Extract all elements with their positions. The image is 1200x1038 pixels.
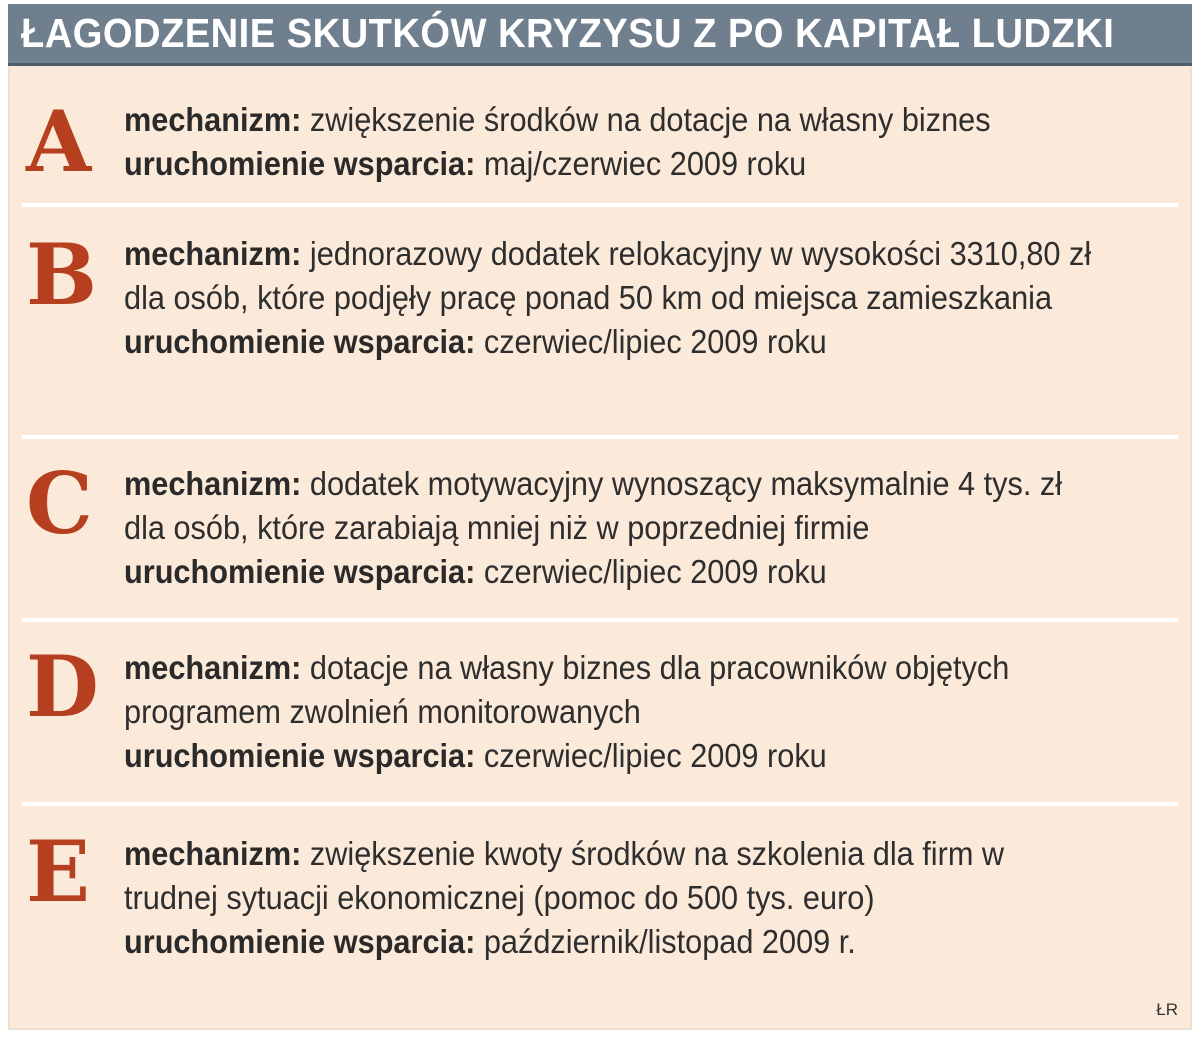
item-text	[124, 462, 1091, 594]
mechanism-line	[124, 646, 1091, 734]
support-label: uruchomienie wsparcia:	[124, 553, 476, 590]
item-letter: B	[26, 225, 97, 324]
support-label: uruchomienie wsparcia:	[124, 145, 476, 182]
mechanism-label: mechanizm:	[124, 101, 302, 138]
header-bar	[8, 4, 1192, 66]
mechanism-label: mechanizm:	[124, 649, 302, 686]
support-label: uruchomienie wsparcia:	[124, 737, 476, 774]
item-letter: E	[26, 822, 91, 921]
support-text: czerwiec/lipiec 2009 roku	[483, 323, 827, 360]
mechanism-text: zwiększenie środków na dotacje na własny biznes	[309, 101, 991, 138]
page-title: ŁAGODZENIE SKUTKÓW KRYZYSU Z PO KAPITAŁ LUDZKI	[21, 10, 1115, 56]
mechanism-label: mechanizm:	[124, 835, 302, 872]
item-text	[124, 832, 1091, 964]
support-text: październik/listopad 2009 r.	[483, 923, 856, 960]
support-line	[124, 550, 1091, 594]
support-line	[124, 320, 1091, 364]
item-text	[124, 98, 1091, 186]
mechanism-text: dodatek motywacyjny wynoszący maksymalnie 4 tys. zł dla osób, które zarabiają mniej niż w poprzedniej firmie	[124, 465, 1063, 546]
support-text: czerwiec/lipiec 2009 roku	[483, 737, 827, 774]
divider	[22, 203, 1178, 207]
mechanism-line	[124, 232, 1091, 320]
support-line	[124, 142, 1091, 186]
item-letter: C	[26, 454, 93, 553]
item-letter: D	[26, 637, 99, 736]
support-line	[124, 920, 1091, 964]
support-label: uruchomienie wsparcia:	[124, 323, 476, 360]
mechanism-text: dotacje na własny biznes dla pracowników objętych programem zwolnień monitorowanych	[124, 649, 1010, 730]
divider	[22, 618, 1178, 622]
support-label: uruchomienie wsparcia:	[124, 923, 476, 960]
mechanism-line	[124, 832, 1091, 920]
item-text	[124, 646, 1091, 778]
author-credit: ŁR	[1156, 1000, 1178, 1019]
mechanism-line	[124, 98, 1091, 142]
support-text: czerwiec/lipiec 2009 roku	[483, 553, 827, 590]
item-letter: A	[26, 92, 92, 191]
item-text	[124, 232, 1091, 364]
support-line	[124, 734, 1091, 778]
divider	[22, 435, 1178, 439]
support-text: maj/czerwiec 2009 roku	[483, 145, 807, 182]
divider	[22, 802, 1178, 806]
mechanism-label: mechanizm:	[124, 235, 302, 272]
mechanism-text: zwiększenie kwoty środków na szkolenia dla firm w trudnej sytuacji ekonomicznej (pomoc do 500 tys. euro)	[124, 835, 1005, 916]
mechanism-line	[124, 462, 1091, 550]
mechanism-label: mechanizm:	[124, 465, 302, 502]
mechanism-text: jednorazowy dodatek relokacyjny w wysokości 3310,80 zł dla osób, które podjęły pracę ponad 50 km od miejsca zamieszkania	[124, 235, 1092, 316]
